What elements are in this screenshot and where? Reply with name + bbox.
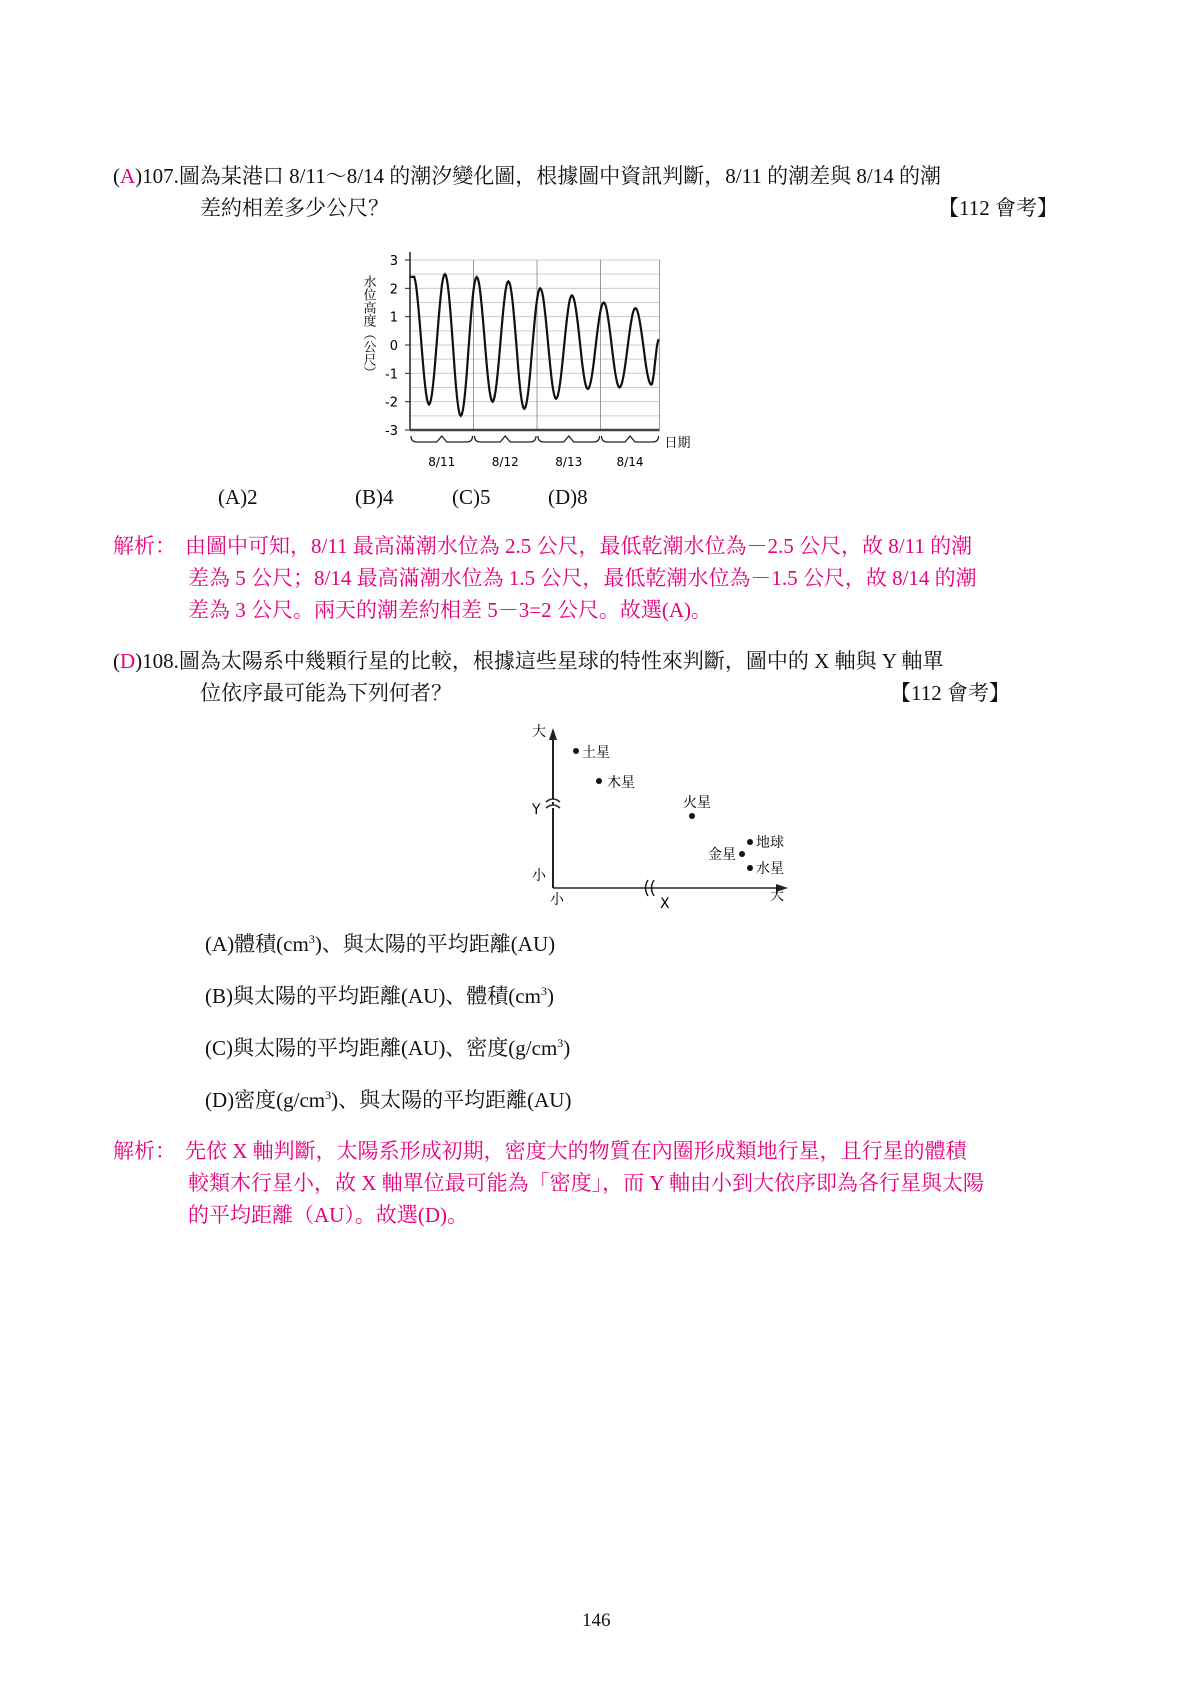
explanation-line: 由圖中可知，8/11 最高滿潮水位為 2.5 公尺，最低乾潮水位為－2.5 公尺，故 8/11 的潮 (185, 534, 973, 558)
y-tick-label: -3 (385, 424, 398, 439)
answer-108: D (120, 649, 136, 673)
label-earth: 地球 (756, 835, 784, 851)
label-saturn: 土星 (582, 745, 610, 761)
day-brace (538, 436, 600, 442)
y-tick-label: 3 (389, 254, 398, 269)
y-tick-label: 1 (389, 310, 398, 326)
option-d: (D)密度$(g/cm^3)$、與太陽的平均距離(AU) (205, 1088, 572, 1112)
question-107-line1: (A)107.圖為某港口 8/11～8/14 的潮汐變化圖，根據圖中資訊判斷，8/11 的潮差與 8/14 的潮 (113, 164, 941, 188)
x-small-label: 小 (550, 892, 564, 908)
option-b: (B)4 (355, 485, 394, 509)
y-tick-label: -1 (385, 367, 398, 383)
explanation-label: 解析： (113, 1139, 176, 1163)
option-c: (C)與太陽的平均距離(AU)、密度$(g/cm^3)$ (205, 1036, 571, 1060)
point-venus (739, 851, 745, 857)
explanation-line: 的平均距離（AU）。故選(D)。 (188, 1203, 468, 1227)
answer-107: A (120, 164, 136, 188)
label-jupiter: 木星 (607, 775, 635, 791)
x-tick-label: 8/14 (616, 455, 644, 469)
x-tick-label: 8/11 (428, 455, 456, 469)
option-a: (A)體積$(cm^3)$、與太陽的平均距離(AU) (205, 932, 556, 956)
point-mars (689, 813, 695, 819)
y-tick-label: 2 (389, 282, 398, 298)
x-tick-label: 8/12 (491, 455, 519, 469)
page-number: 146 (582, 1610, 611, 1631)
question-108-line2: 位依序最可能為下列何者？ (200, 681, 452, 705)
question-text: 圖為太陽系中幾顆行星的比較，根據這些星球的特性來判斷，圖中的 X 軸與 Y 軸單 (178, 649, 944, 673)
option-b: (B)與太陽的平均距離(AU)、體積$(cm^3)$ (205, 984, 554, 1008)
y-axis-label: 水位高度（公尺） (360, 275, 376, 379)
label-venus: 金星 (708, 847, 736, 863)
point-saturn (573, 748, 579, 754)
planet-chart (520, 720, 800, 915)
explanation-line: 先依 X 軸判斷，太陽系形成初期，密度大的物質在內圈形成類地行星，且行星的體積 (185, 1139, 967, 1163)
question-108-line1: (D)108.圖為太陽系中幾顆行星的比較，根據這些星球的特性來判斷，圖中的 X 軸與 Y 軸單 (113, 649, 944, 673)
question-number: 107. (142, 164, 179, 188)
question-108-source: 【112 會考】 (890, 681, 1010, 705)
question-107-line2: 差約相差多少公尺？ (200, 196, 389, 220)
point-mercury (747, 865, 753, 871)
x-tick-label: 8/13 (555, 455, 583, 469)
x-large-label: 大 (770, 888, 784, 904)
tide-chart (355, 245, 715, 475)
y-axis-arrow (549, 728, 557, 740)
x-axis-label: X (660, 896, 670, 912)
y-small-label: 小 (532, 868, 546, 884)
x-axis-label: 日期 (664, 436, 691, 451)
y-tick-label: -2 (385, 395, 398, 411)
point-jupiter (596, 778, 602, 784)
point-earth (747, 839, 753, 845)
y-tick-label: 0 (389, 339, 398, 354)
question-text: 圖為某港口 8/11～8/14 的潮汐變化圖，根據圖中資訊判斷，8/11 的潮差與 8/14 的潮 (178, 164, 941, 188)
y-axis-label: Y (532, 802, 541, 818)
question-107-source: 【112 會考】 (938, 196, 1058, 220)
question-number: 108. (142, 649, 179, 673)
explanation-label: 解析： (113, 534, 176, 558)
label-mercury: 水星 (756, 861, 784, 877)
day-brace (602, 436, 659, 442)
option-a: (A)2 (218, 485, 258, 509)
y-large-label: 大 (532, 724, 546, 740)
option-c: (C)5 (452, 485, 491, 509)
explanation-line: 差為 5 公尺；8/14 最高滿潮水位為 1.5 公尺，最低乾潮水位為－1.5 公尺，故 8/14 的潮 (188, 566, 977, 590)
day-brace (411, 436, 473, 442)
explanation-line: 較類木行星小，故 X 軸單位最可能為「密度」，而 Y 軸由小到大依序即為各行星與太陽 (188, 1171, 985, 1195)
day-brace (475, 436, 537, 442)
explanation-line: 差為 3 公尺。兩天的潮差約相差 5－3=2 公尺。故選(A)。 (188, 598, 712, 622)
label-mars: 火星 (683, 795, 711, 811)
option-d: (D)8 (548, 485, 588, 509)
